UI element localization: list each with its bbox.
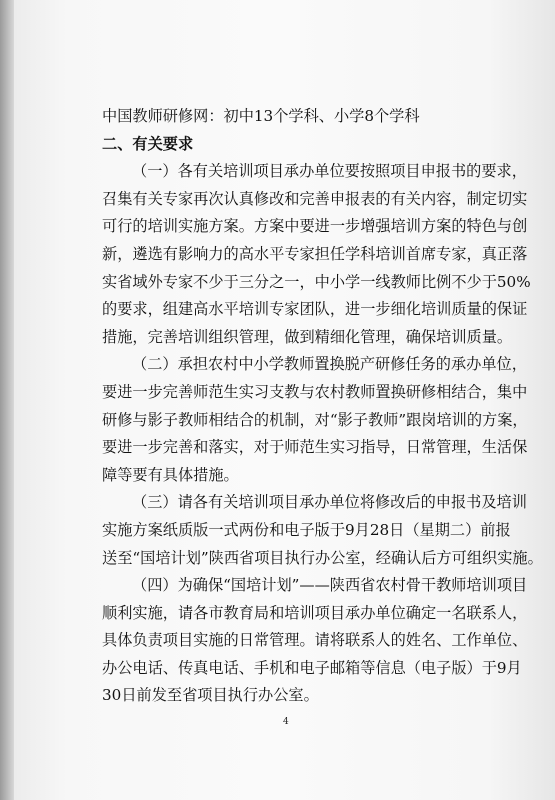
paragraph-line: 可行的培训实施方案。方案中要进一步增强培训方案的特色与创 [102,217,528,236]
paragraph-line: 具体负责项目实施的日常管理。请将联系人的姓名、工作单位、 [102,631,528,650]
paragraph-line: 召集有关专家再次认真修改和完善申报表的有关内容，制定切实 [102,189,528,208]
paragraph-line: （四）为确保“国培计划”——陕西省农村骨干教师培训项目 [132,576,528,595]
header-line: 中国教师研修网：初中13个学科、小学8个学科 [102,107,420,125]
paragraph-line: 要进一步完善师范生实习支教与农村教师置换研修相结合，集中 [102,382,528,401]
paragraph-line: 要进一步完善和落实，对于师范生实习指导，日常管理，生活保 [102,438,528,457]
paragraph-line: 送至“国培计划”陕西省项目执行办公室，经确认后方可组织实施。 [102,548,543,567]
section-title: 二、有关要求 [102,134,194,153]
paragraph-line: 新，遴选有影响力的高水平专家担任学科培训首席专家，真正落 [102,244,528,263]
paragraph-line: 的要求，组建高水平培训专家团队，进一步细化培训质量的保证 [102,300,528,319]
paragraph-line: 顺利实施，请各市教育局和培训项目承办单位确定一名联系人， [102,603,528,622]
paragraph-line: 研修与影子教师相结合的机制，对“影子教师”跟岗培训的方案， [102,410,528,429]
paragraph-line: 办公电话、传真电话、手机和电子邮箱等信息（电子版）于9月 [102,658,522,677]
paragraph-line: 实施方案纸质版一式两份和电子版于9月28日（星期二）前报 [102,520,511,539]
paragraph-line: （三）请各有关培训项目承办单位将修改后的申报书及培训 [132,493,527,512]
paragraph-line: 障等要有具体措施。 [102,465,239,484]
paragraph-line: （二）承担农村中小学教师置换脱产研修任务的承办单位， [132,355,527,374]
paragraph-line: 措施，完善培训组织管理，做到精细化管理，确保培训质量。 [102,327,513,346]
paragraph-line: 30日前发至省项目执行办公室。 [102,686,319,705]
document-body [102,103,543,710]
paragraph-line: 实省域外专家不少于三分之一，中小学一线教师比例不少于50% [102,272,531,291]
paragraph-line: （一）各有关培训项目承办单位要按照项目申报书的要求， [132,162,527,181]
scan-edge-shadow [0,0,14,800]
page-number: 4 [283,717,289,727]
